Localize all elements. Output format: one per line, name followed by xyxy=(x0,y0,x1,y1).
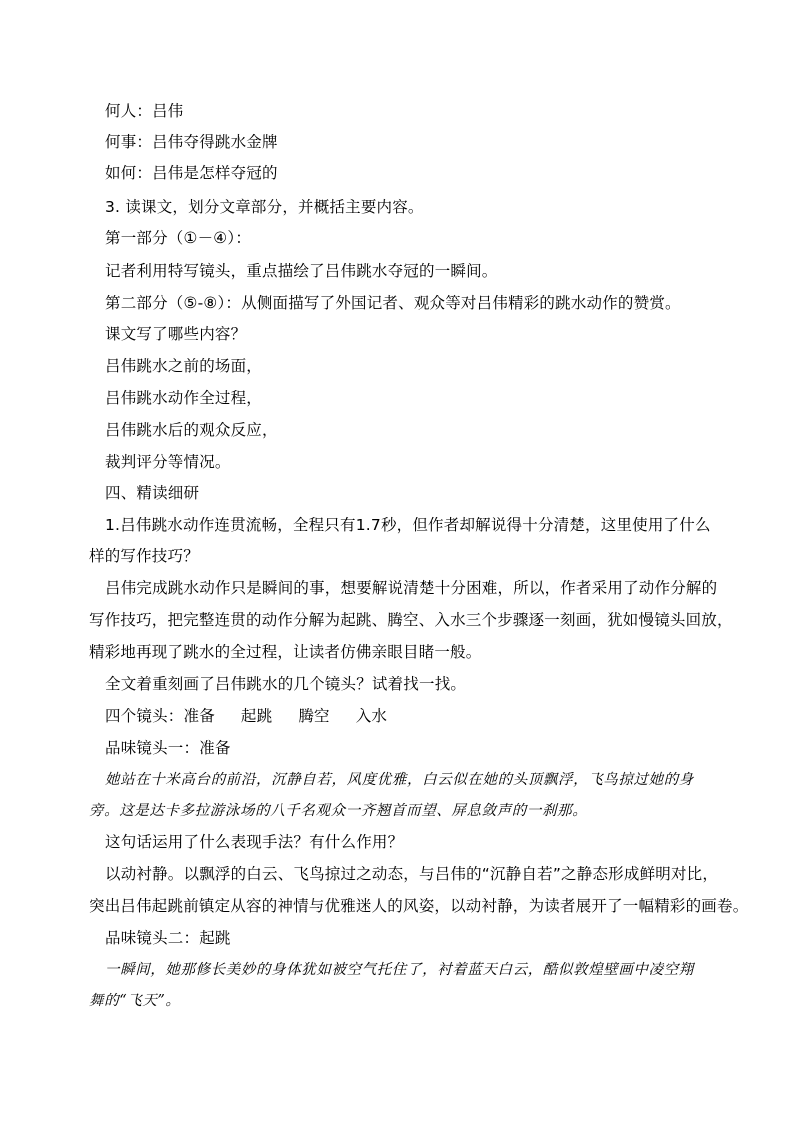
shot-one-quote-line-1: 她站在十米高台的前沿，沉静自若，风度优雅，白云似在她的头顶飘浮，飞鸟掠过她的身 xyxy=(105,772,694,788)
shot-item: 入水 xyxy=(355,707,388,725)
shot-one-heading: 品味镜头一：准备 xyxy=(105,739,231,757)
technique-answer-line-1: 以动衬静。以飘浮的白云、飞鸟掠过之动态，与吕伟的“沉静自若”之静态形成鲜明对比， xyxy=(105,865,719,883)
part-one-heading: 第一部分（①－④）： xyxy=(105,229,252,247)
answer-1-line-3: 精彩地再现了跳水的全过程，让读者仿佛亲眼目睹一般。 xyxy=(89,643,482,661)
answer-1-line-1: 吕伟完成跳水动作只是瞬间的事，想要解说清楚十分困难，所以，作者采用了动作分解的 xyxy=(105,579,718,597)
technique-question: 这句话运用了什么表现手法？有什么作用？ xyxy=(105,833,404,851)
question-3: 3. 读课文，划分文章部分，并概括主要内容。 xyxy=(105,198,424,216)
shot-item: 腾空 xyxy=(298,707,330,725)
question-1-line-2: 样的写作技巧？ xyxy=(89,547,199,565)
part-two-summary: 第二部分（⑤-⑧）：从侧面描写了外国记者、观众等对吕伟精彩的跳水动作的赞赏。 xyxy=(105,294,681,312)
content-item-1: 吕伟跳水之前的场面， xyxy=(105,357,263,375)
shots-question: 全文着重刻画了吕伟跳水的几个镜头？试着找一找。 xyxy=(105,675,467,693)
shot-item: 起跳 xyxy=(240,707,273,725)
content-item-3: 吕伟跳水后的观众反应， xyxy=(105,421,278,439)
text-line-how: 如何：吕伟是怎样夺冠的 xyxy=(105,164,278,182)
shot-two-quote-line-1: 一瞬间，她那修长美妙的身体犹如被空气托住了，衬着蓝天白云，酷似敦煌壁画中凌空翔 xyxy=(105,962,694,978)
answer-1-line-2: 写作技巧，把完整连贯的动作分解为起跳、腾空、入水三个步骤逐一刻画，犹如慢镜头回放， xyxy=(89,611,733,629)
shot-two-quote-line-2: 舞的“飞天”。 xyxy=(89,993,181,1009)
text-line-who: 何人：吕伟 xyxy=(105,102,184,120)
technique-answer-line-2: 突出吕伟起跳前镇定从容的神情与优雅迷人的风姿，以动衬静，为读者展开了一幅精彩的画卷。 xyxy=(89,897,749,915)
shot-one-quote-line-2: 旁。这是达卡多拉游泳场的八千名观众一齐翘首而望、屏息敛声的一刹那。 xyxy=(89,803,588,819)
shot-two-heading: 品味镜头二：起跳 xyxy=(105,929,231,947)
question-1-line-1: 1.吕伟跳水动作连贯流畅，全程只有1.7秒，但作者却解说得十分清楚，这里使用了什么 xyxy=(105,516,711,534)
shots-list xyxy=(105,706,387,726)
content-item-4: 裁判评分等情况。 xyxy=(105,453,231,471)
content-question: 课文写了哪些内容？ xyxy=(105,325,247,343)
shots-label: 四个镜头：准备 xyxy=(105,707,215,725)
content-item-2: 吕伟跳水动作全过程， xyxy=(105,389,263,407)
part-one-summary: 记者利用特写镜头，重点描绘了吕伟跳水夺冠的一瞬间。 xyxy=(105,262,498,280)
text-line-what: 何事：吕伟夺得跳水金牌 xyxy=(105,133,278,151)
section-heading-close-reading: 四、精读细研 xyxy=(105,484,200,502)
